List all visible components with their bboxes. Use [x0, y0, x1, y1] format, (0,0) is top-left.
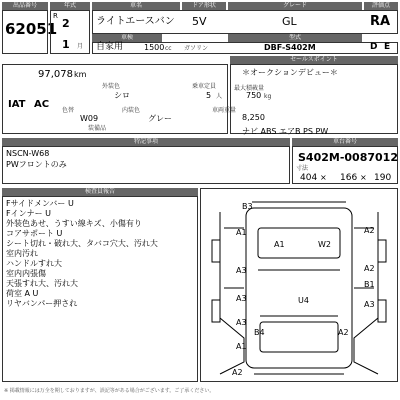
score-label: 評価点 [364, 2, 398, 10]
mark-a3-left-mid: A3 [236, 294, 247, 303]
mark-a1-bottom: A1 [236, 342, 247, 351]
mileage-label: 走行 [8, 56, 21, 63]
chassis-label: 車台番号 [292, 138, 398, 146]
dim-height: 190 [374, 173, 392, 183]
color-label: 外装色 [102, 83, 121, 90]
car-name: ライトエースバン [96, 16, 175, 27]
transmission: IAT [8, 99, 26, 110]
load-unit: kg [264, 93, 272, 100]
use: 自家用 [96, 42, 124, 52]
inspector-label: 検査員報告 [2, 188, 198, 196]
report-line: リヤバンパー押され [6, 299, 78, 308]
lot-label: 出品番号 [2, 2, 48, 10]
aircon: AC [34, 99, 50, 110]
mark-a1-left: A1 [236, 228, 247, 237]
load: 750 [246, 91, 262, 100]
year: 2 [62, 17, 70, 30]
lot-number: 62051 [5, 20, 58, 38]
fuel: ガソリン [184, 45, 209, 52]
report-line: 荷室 A U [6, 289, 39, 298]
year-label: 年式 [50, 2, 90, 10]
auction-sheet [2, 2, 398, 398]
mark-a2-bottom: A2 [338, 328, 349, 337]
load-label: 最大積載量 [234, 85, 265, 92]
seats: 5 [206, 91, 212, 100]
report-line: Fサイドメンバー U [6, 199, 74, 208]
score: RA [370, 14, 391, 29]
mark-a3-left-top: A3 [236, 266, 247, 275]
mark-b3: B3 [242, 202, 253, 211]
inspector-report [6, 199, 196, 309]
dim-width: 166 [340, 173, 358, 183]
report-line: 外装色あせ、うすい線キズ、小傷有り [6, 219, 142, 228]
era: R [53, 12, 58, 20]
door-label: ドア形状 [182, 2, 226, 10]
report-line: 室内汚れ [6, 249, 38, 258]
mark-a2-rear: A2 [232, 368, 243, 377]
dim-length: 404 [300, 173, 318, 183]
shaken-label: 車検 [92, 34, 162, 42]
footer-note: ※ 掲載情報には万全を期しておりますが、誤記等がある場合がございます。ご了承ください。 [4, 388, 215, 394]
mark-w2: W2 [318, 240, 331, 249]
report-line: コアサポート U [6, 229, 63, 238]
mark-b1: B1 [364, 280, 375, 289]
mark-a3-bottom-left: A3 [236, 318, 247, 327]
remarks-label: 特記事項 [2, 138, 290, 146]
mark-a2-right-mid: A2 [364, 264, 375, 273]
report-line: シート切れ・破れ大、タバコ穴大、汚れ大 [6, 239, 158, 248]
grade: GL [282, 15, 297, 28]
score-interior: D [370, 42, 378, 52]
type-label: 型式 [228, 34, 362, 42]
mul1: × [320, 173, 327, 182]
mileage: 97,078 [38, 69, 73, 80]
mark-b4: B4 [254, 328, 265, 337]
sales-point: ＊オークションデビュー＊ [242, 68, 338, 77]
door: 5V [192, 15, 207, 28]
remarks-line1: NSCN-W68 [6, 149, 50, 158]
month-unit: 月 [77, 43, 84, 50]
seats-label: 乗車定員 [192, 83, 217, 90]
weight-label: 車両重量 [212, 107, 237, 114]
equipment: ナビ ABS エアB PS PW [242, 127, 329, 136]
size-label: 寸法 [296, 165, 309, 172]
color-code-label: 色替 [62, 107, 75, 114]
interior-color: グレー [148, 114, 172, 123]
report-line: 天張すれ大、汚れ大 [6, 279, 78, 288]
report-line: 室内内張傷 [6, 269, 46, 278]
report-line: Fインナー U [6, 209, 51, 218]
repair-label: 修復歴 [202, 56, 221, 63]
chassis-number: S402M-0087012 [298, 151, 398, 164]
model-code: DBF-S402M [264, 43, 316, 52]
color-code: W09 [80, 114, 99, 123]
seats-unit: 人 [216, 93, 223, 100]
sales-point-label: セールスポイント [230, 56, 398, 64]
car-label: 車名 [92, 2, 180, 10]
month: 1 [62, 38, 70, 51]
displacement: 1500 [144, 43, 165, 52]
grade-label: グレード [228, 2, 362, 10]
color: シロ [114, 91, 130, 100]
report-line: ハンドルすれ大 [6, 259, 62, 268]
type-row [92, 42, 398, 54]
equipment-label: 装備品 [88, 125, 107, 132]
remarks-line2: PWフロントのみ [6, 160, 67, 169]
mark-a3-right: A3 [364, 300, 375, 309]
score-exterior: E [384, 42, 391, 52]
weight: 8,250 [242, 113, 265, 122]
mark-a2-right: A2 [364, 226, 375, 235]
mark-a1-roof: A1 [274, 240, 285, 249]
displacement-unit: cc [165, 45, 172, 52]
interior-color-label: 内装色 [122, 107, 141, 114]
mileage-unit: km [74, 70, 87, 79]
mark-u4: U4 [298, 296, 309, 305]
mul2: × [360, 173, 367, 182]
